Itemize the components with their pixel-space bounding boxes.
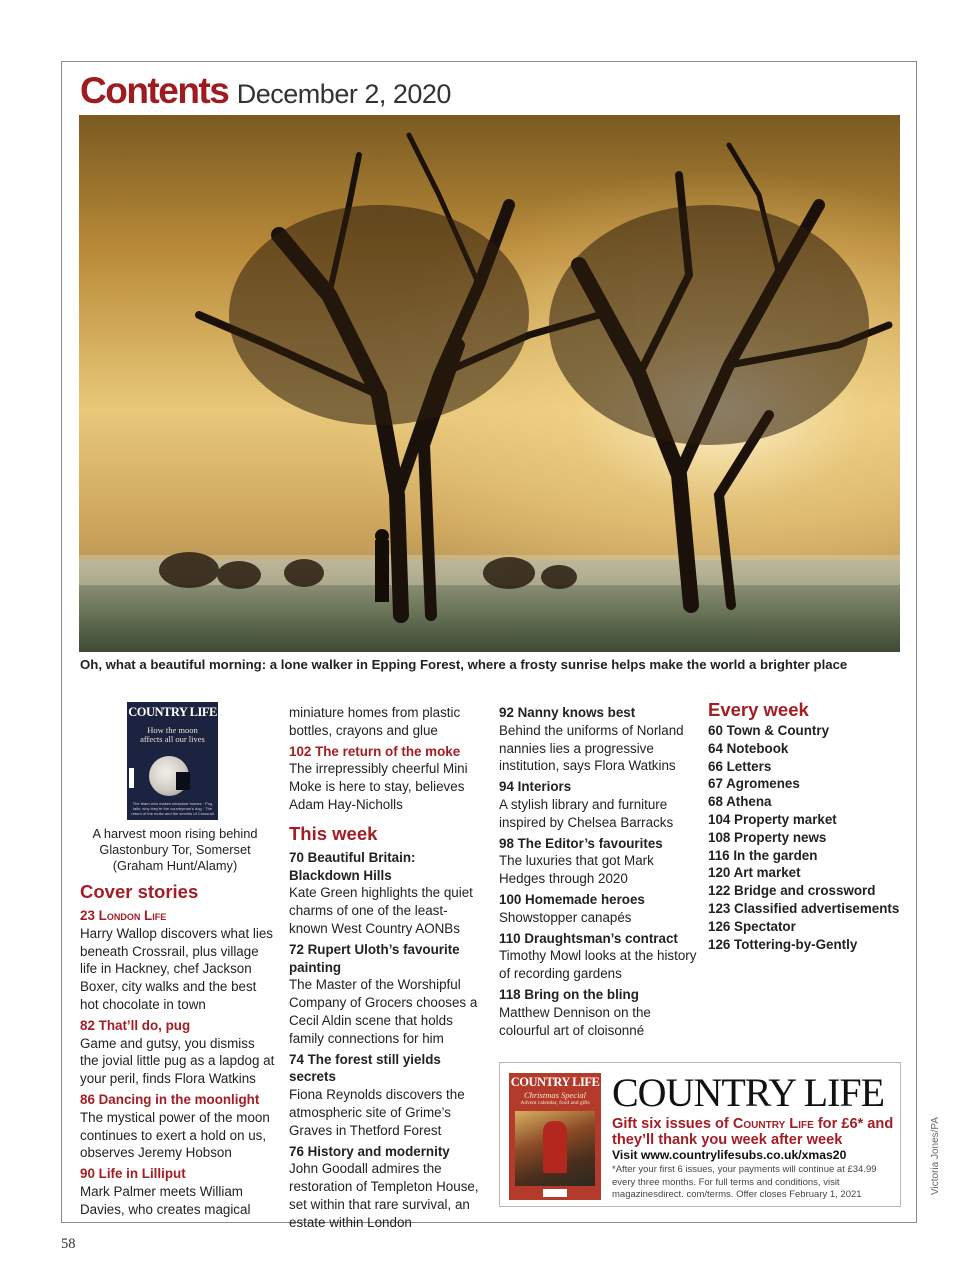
every-week-item[interactable]: 64 Notebook [708, 740, 789, 756]
cover-story-title[interactable]: 90 Life in Lilliput [80, 1166, 186, 1182]
feature-title[interactable]: 118 Bring on the bling [499, 986, 639, 1002]
every-week-item[interactable]: 67 Agromenes [708, 776, 800, 792]
every-week-item[interactable]: 66 Letters [708, 758, 772, 774]
promo-terms: *After your first 6 issues, your payments will continue at £34.99 every three months. For full terms and conditions, visit magazinesdirect. com/terms. Offer closes February 1, 2021 [612, 1164, 877, 1200]
promo-masthead: COUNTRY LIFE [612, 1070, 885, 1115]
every-week-item[interactable]: 104 Property market [708, 811, 837, 827]
every-week-column [708, 698, 908, 953]
cover-headline-1: How the moon [147, 725, 198, 735]
feature-desc: Matthew Dennison on the colourful art of cloisonné [499, 1004, 651, 1038]
feature-desc: Behind the uniforms of Norland nannies lies a progressive institution, says Flora Watkins [499, 722, 684, 774]
this-week-desc: The Master of the Worshipful Company of Grocers chooses a Cecil Aldin scene that holds family connections for him [289, 977, 478, 1046]
issue-date: December 2, 2020 [236, 79, 451, 109]
every-week-item[interactable]: 116 In the garden [708, 847, 818, 863]
cover-story-desc: Harry Wallop discovers what lies beneath Crossrail, plus village life in Hackney, chef Jackson Boxer, city walks and the best hot chocolate in town [80, 925, 273, 1012]
this-week-title[interactable]: 74 The forest still yields secrets [289, 1051, 441, 1085]
cover-caption: A harvest moon rising behind Glastonbury Tor, Somerset (Graham Hunt/Alamy) [92, 826, 258, 873]
moke-desc: The irrepressibly cheerful Mini Moke is here to stay, believes Adam Hay-Nicholls [289, 761, 468, 812]
feature-title[interactable]: 110 Draughtsman’s contract [499, 930, 678, 946]
cover-barcode [543, 1189, 567, 1197]
this-week-desc: John Goodall admires the restoration of Templeton House, set within that rare survival, an estate within London [289, 1161, 479, 1230]
second-column [289, 704, 484, 1232]
moke-title[interactable]: 102 The return of the moke [289, 743, 461, 759]
promo-offer: Gift six issues of Country Life for £6* and they’ll thank you week after week [612, 1116, 894, 1148]
feature-desc: A stylish library and furniture inspired by Chelsea Barracks [499, 796, 674, 830]
cover-masthead: COUNTRY LIFE [128, 705, 217, 719]
feature-title[interactable]: 94 Interiors [499, 779, 572, 795]
continued-desc: miniature homes from plastic bottles, crayons and glue [289, 705, 461, 738]
every-week-heading: Every week [708, 699, 809, 720]
main-photo [79, 115, 900, 652]
every-week-item[interactable]: 108 Property news [708, 829, 827, 845]
cover-story-title[interactable]: 86 Dancing in the moonlight [80, 1091, 260, 1107]
contents-heading: Contents [80, 70, 229, 111]
feature-title[interactable]: 100 Homemade heroes [499, 891, 645, 907]
cover-thumbnail[interactable] [127, 702, 218, 820]
photo-credit: Victoria Jones/PA [930, 1116, 941, 1195]
every-week-item[interactable]: 120 Art market [708, 865, 801, 881]
cover-stories-column [80, 880, 275, 1219]
photo-caption: Oh, what a beautiful morning: a lone walker in Epping Forest, where a frosty sunrise helps make the world a brighter place [80, 657, 848, 672]
cover-story-desc: Game and gutsy, you dismiss the jovial little pug as a lapdog at your peril, finds Flora Watkins [80, 1035, 275, 1087]
epping-forest-photo [79, 115, 900, 652]
christmas-cover-image [509, 1073, 601, 1200]
cover-headline-2: affects all our lives [140, 734, 205, 744]
feature-desc: Showstopper canapés [499, 909, 632, 925]
feature-desc: The luxuries that got Mark Hedges through 2020 [499, 853, 654, 887]
cover-story-title[interactable]: 23 London Life [80, 908, 167, 923]
cover-footer: The team who makes miniature homes · Pug tails: why they're the countryman's dog · The return of the moke and the secrets of Crossrail [131, 801, 214, 816]
cover-story-desc: Mark Palmer meets William Davies, who creates magical [80, 1183, 251, 1217]
cover-headline [127, 726, 218, 744]
this-week-desc: Fiona Reynolds discovers the atmospheric site of Grime’s Graves in Thetford Forest [289, 1087, 465, 1138]
cover-story-title[interactable]: 82 That’ll do, pug [80, 1017, 191, 1033]
page-number: 58 [61, 1236, 76, 1252]
cover-figure [543, 1121, 567, 1173]
promo-cover-tag: Advent calendar, food and gifts [520, 1100, 590, 1106]
every-week-item[interactable]: 68 Athena [708, 794, 772, 810]
this-week-title[interactable]: 76 History and modernity [289, 1143, 450, 1159]
promo-cover-masthead: COUNTRY LIFE [510, 1075, 600, 1089]
third-column [499, 704, 699, 1039]
every-week-item[interactable]: 126 Spectator [708, 918, 796, 934]
cover-stories-heading: Cover stories [80, 881, 199, 902]
feature-title[interactable]: 98 The Editor’s favourites [499, 835, 663, 851]
cover-story-desc: The mystical power of the moon continues to exert a hold on us, observes Jeremy Hobson [80, 1109, 270, 1161]
this-week-title[interactable]: 70 Beautiful Britain: Blackdown Hills [289, 849, 416, 883]
feature-title[interactable]: 92 Nanny knows best [499, 705, 636, 720]
every-week-item[interactable]: 122 Bridge and crossword [708, 883, 876, 899]
this-week-title[interactable]: 72 Rupert Uloth’s favourite painting [289, 941, 460, 975]
every-week-item[interactable]: 123 Classified advertisements [708, 900, 900, 916]
page-title [80, 70, 451, 112]
subscription-promo[interactable] [499, 1062, 901, 1207]
every-week-item[interactable]: 60 Town & Country [708, 723, 830, 738]
cover-barcode [129, 768, 134, 788]
tor-silhouette [176, 772, 190, 790]
feature-desc: Timothy Mowl looks at the history of recording gardens [499, 948, 697, 982]
this-week-heading: This week [289, 822, 378, 844]
this-week-desc: Kate Green highlights the quiet charms of one of the least-known West Country AONBs [289, 885, 473, 936]
promo-cover-sub: Christmas Special [523, 1090, 587, 1100]
promo-url-link[interactable]: Visit www.countrylifesubs.co.uk/xmas20 [612, 1148, 847, 1162]
every-week-item[interactable]: 126 Tottering-by-Gently [708, 936, 858, 952]
